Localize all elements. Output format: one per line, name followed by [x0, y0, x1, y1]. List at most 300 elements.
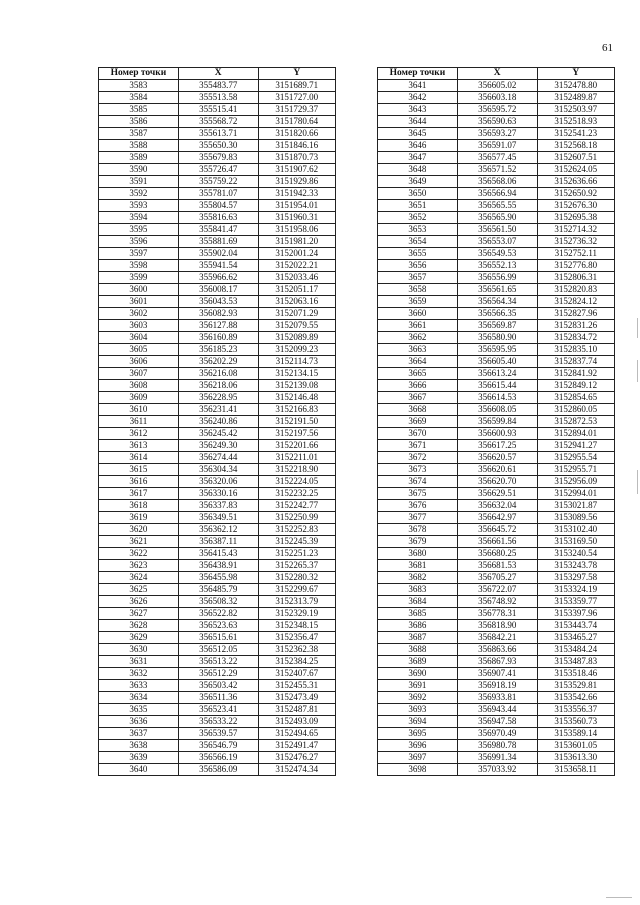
- table-row: [99, 284, 336, 296]
- table-row: [99, 464, 336, 476]
- table-row: [99, 428, 336, 440]
- cell-point-number: 3604: [99, 332, 179, 344]
- table-row: [378, 224, 615, 236]
- table-row: [378, 536, 615, 548]
- cell-point-number: 3641: [378, 80, 458, 92]
- table-row: [378, 608, 615, 620]
- cell-x: 356818.90: [457, 620, 537, 632]
- cell-y: 3153518.46: [537, 668, 614, 680]
- cell-y: 3152607.51: [537, 152, 614, 164]
- cell-y: 3152476.27: [258, 752, 335, 764]
- cell-x: 356947.58: [457, 716, 537, 728]
- table-row: [378, 404, 615, 416]
- cell-point-number: 3655: [378, 248, 458, 260]
- cell-y: 3152407.67: [258, 668, 335, 680]
- cell-point-number: 3669: [378, 416, 458, 428]
- table-row: [99, 620, 336, 632]
- cell-y: 3152280.32: [258, 572, 335, 584]
- cell-y: 3151727.00: [258, 92, 335, 104]
- table-row: [378, 368, 615, 380]
- table-row: [378, 236, 615, 248]
- cell-x: 356512.05: [178, 644, 258, 656]
- cell-x: 356605.40: [457, 356, 537, 368]
- cell-point-number: 3608: [99, 380, 179, 392]
- cell-point-number: 3690: [378, 668, 458, 680]
- cell-x: 356561.50: [457, 224, 537, 236]
- cell-y: 3152201.66: [258, 440, 335, 452]
- table-row: [99, 392, 336, 404]
- cell-y: 3152489.87: [537, 92, 614, 104]
- cell-point-number: 3619: [99, 512, 179, 524]
- cell-point-number: 3659: [378, 296, 458, 308]
- table-row: [99, 644, 336, 656]
- cell-point-number: 3584: [99, 92, 179, 104]
- cell-x: 356330.16: [178, 488, 258, 500]
- cell-y: 3151780.64: [258, 116, 335, 128]
- cell-point-number: 3591: [99, 176, 179, 188]
- cell-point-number: 3682: [378, 572, 458, 584]
- cell-y: 3151689.71: [258, 80, 335, 92]
- table-row: [378, 476, 615, 488]
- cell-y: 3151846.16: [258, 140, 335, 152]
- table-row: [99, 440, 336, 452]
- cell-x: 356617.25: [457, 440, 537, 452]
- cell-y: 3152624.05: [537, 164, 614, 176]
- cell-y: 3152362.38: [258, 644, 335, 656]
- cell-x: 356569.87: [457, 320, 537, 332]
- cell-x: 355513.58: [178, 92, 258, 104]
- cell-point-number: 3624: [99, 572, 179, 584]
- cell-x: 356337.83: [178, 500, 258, 512]
- table-row: [378, 680, 615, 692]
- cell-y: 3152736.32: [537, 236, 614, 248]
- cell-y: 3152033.46: [258, 272, 335, 284]
- cell-point-number: 3647: [378, 152, 458, 164]
- cell-y: 3152211.01: [258, 452, 335, 464]
- cell-point-number: 3683: [378, 584, 458, 596]
- cell-y: 3151960.31: [258, 212, 335, 224]
- table-row: [99, 668, 336, 680]
- cell-y: 3152099.23: [258, 344, 335, 356]
- cell-y: 3152956.09: [537, 476, 614, 488]
- cell-point-number: 3627: [99, 608, 179, 620]
- cell-x: 356580.90: [457, 332, 537, 344]
- cell-x: 355568.72: [178, 116, 258, 128]
- cell-x: 356565.55: [457, 200, 537, 212]
- cell-y: 3152218.90: [258, 464, 335, 476]
- cell-y: 3152503.97: [537, 104, 614, 116]
- cell-y: 3152022.21: [258, 260, 335, 272]
- coordinates-table-right: [377, 67, 615, 776]
- table-row: [378, 176, 615, 188]
- scan-edge-mark: [606, 897, 632, 898]
- table-row: [378, 488, 615, 500]
- cell-y: 3152197.56: [258, 428, 335, 440]
- cell-y: 3153443.74: [537, 620, 614, 632]
- cell-y: 3152834.72: [537, 332, 614, 344]
- cell-y: 3152232.25: [258, 488, 335, 500]
- cell-point-number: 3671: [378, 440, 458, 452]
- cell-y: 3152872.53: [537, 416, 614, 428]
- cell-point-number: 3679: [378, 536, 458, 548]
- table-row: [99, 176, 336, 188]
- cell-point-number: 3616: [99, 476, 179, 488]
- cell-x: 356615.44: [457, 380, 537, 392]
- cell-point-number: 3654: [378, 236, 458, 248]
- table-row: [378, 668, 615, 680]
- cell-x: 356564.34: [457, 296, 537, 308]
- cell-x: 355881.69: [178, 236, 258, 248]
- cell-x: 356632.04: [457, 500, 537, 512]
- cell-y: 3152714.32: [537, 224, 614, 236]
- header-y: Y: [258, 68, 335, 80]
- cell-point-number: 3626: [99, 596, 179, 608]
- cell-y: 3152854.65: [537, 392, 614, 404]
- cell-y: 3152146.48: [258, 392, 335, 404]
- cell-point-number: 3695: [378, 728, 458, 740]
- table-row: [378, 320, 615, 332]
- table-row: [378, 512, 615, 524]
- cell-point-number: 3633: [99, 680, 179, 692]
- cell-y: 3152541.23: [537, 128, 614, 140]
- cell-x: 356642.97: [457, 512, 537, 524]
- cell-point-number: 3628: [99, 620, 179, 632]
- cell-x: 356185.23: [178, 344, 258, 356]
- cell-y: 3153297.58: [537, 572, 614, 584]
- cell-x: 356595.72: [457, 104, 537, 116]
- cell-point-number: 3612: [99, 428, 179, 440]
- cell-x: 356349.51: [178, 512, 258, 524]
- table-row: [378, 752, 615, 764]
- table-row: [99, 308, 336, 320]
- table-row: [99, 584, 336, 596]
- cell-x: 356680.25: [457, 548, 537, 560]
- table-row: [99, 572, 336, 584]
- cell-x: 355759.22: [178, 176, 258, 188]
- cell-x: 356415.43: [178, 548, 258, 560]
- cell-x: 356082.93: [178, 308, 258, 320]
- cell-y: 3152827.96: [537, 308, 614, 320]
- cell-x: 356362.12: [178, 524, 258, 536]
- cell-x: 356566.35: [457, 308, 537, 320]
- table-row: [378, 92, 615, 104]
- cell-x: 356556.99: [457, 272, 537, 284]
- cell-x: 356565.90: [457, 212, 537, 224]
- table-row: [378, 692, 615, 704]
- cell-point-number: 3637: [99, 728, 179, 740]
- cell-point-number: 3657: [378, 272, 458, 284]
- table-row: [99, 560, 336, 572]
- cell-y: 3152487.81: [258, 704, 335, 716]
- table-row: [99, 752, 336, 764]
- cell-point-number: 3678: [378, 524, 458, 536]
- cell-point-number: 3667: [378, 392, 458, 404]
- cell-x: 356722.07: [457, 584, 537, 596]
- cell-y: 3152071.29: [258, 308, 335, 320]
- table-row: [378, 212, 615, 224]
- cell-y: 3151958.06: [258, 224, 335, 236]
- cell-point-number: 3658: [378, 284, 458, 296]
- cell-y: 3151820.66: [258, 128, 335, 140]
- cell-x: 355902.04: [178, 248, 258, 260]
- cell-x: 356320.06: [178, 476, 258, 488]
- cell-x: 356533.22: [178, 716, 258, 728]
- cell-point-number: 3601: [99, 296, 179, 308]
- cell-point-number: 3663: [378, 344, 458, 356]
- table-row: [378, 380, 615, 392]
- cell-point-number: 3618: [99, 500, 179, 512]
- cell-x: 356503.42: [178, 680, 258, 692]
- table-row: [378, 500, 615, 512]
- cell-x: 356438.91: [178, 560, 258, 572]
- table-row: [99, 368, 336, 380]
- table-row: [99, 344, 336, 356]
- cell-x: 356571.52: [457, 164, 537, 176]
- table-row: [378, 140, 615, 152]
- coordinates-table-left: [98, 67, 336, 776]
- cell-x: 356991.34: [457, 752, 537, 764]
- cell-point-number: 3696: [378, 740, 458, 752]
- cell-y: 3152191.50: [258, 416, 335, 428]
- cell-point-number: 3638: [99, 740, 179, 752]
- table-row: [378, 116, 615, 128]
- cell-x: 356970.49: [457, 728, 537, 740]
- table-header-row: [378, 68, 615, 80]
- cell-x: 356620.61: [457, 464, 537, 476]
- cell-x: 356613.24: [457, 368, 537, 380]
- table-row: [99, 200, 336, 212]
- cell-point-number: 3680: [378, 548, 458, 560]
- cell-y: 3152955.54: [537, 452, 614, 464]
- cell-y: 3153658.11: [537, 764, 614, 776]
- cell-point-number: 3643: [378, 104, 458, 116]
- table-row: [99, 548, 336, 560]
- table-row: [99, 152, 336, 164]
- table-row: [99, 716, 336, 728]
- cell-x: 355781.07: [178, 188, 258, 200]
- cell-point-number: 3684: [378, 596, 458, 608]
- cell-y: 3152250.99: [258, 512, 335, 524]
- table-row: [378, 716, 615, 728]
- cell-y: 3153021.87: [537, 500, 614, 512]
- cell-point-number: 3610: [99, 404, 179, 416]
- cell-y: 3152676.30: [537, 200, 614, 212]
- table-row: [99, 212, 336, 224]
- cell-point-number: 3603: [99, 320, 179, 332]
- cell-y: 3153556.37: [537, 704, 614, 716]
- cell-x: 356645.72: [457, 524, 537, 536]
- table-row: [378, 632, 615, 644]
- cell-y: 3151942.33: [258, 188, 335, 200]
- table-row: [378, 128, 615, 140]
- cell-point-number: 3662: [378, 332, 458, 344]
- cell-x: 356566.19: [178, 752, 258, 764]
- cell-x: 356778.31: [457, 608, 537, 620]
- cell-point-number: 3621: [99, 536, 179, 548]
- table-row: [378, 644, 615, 656]
- scan-edge-mark: [637, 360, 638, 382]
- cell-point-number: 3639: [99, 752, 179, 764]
- table-row: [99, 116, 336, 128]
- cell-x: 356614.53: [457, 392, 537, 404]
- cell-point-number: 3676: [378, 500, 458, 512]
- table-row: [99, 128, 336, 140]
- cell-y: 3152955.71: [537, 464, 614, 476]
- header-y: Y: [537, 68, 614, 80]
- cell-y: 3152251.23: [258, 548, 335, 560]
- cell-x: 355804.57: [178, 200, 258, 212]
- cell-x: 356552.13: [457, 260, 537, 272]
- cell-point-number: 3673: [378, 464, 458, 476]
- cell-y: 3152824.12: [537, 296, 614, 308]
- cell-point-number: 3614: [99, 452, 179, 464]
- cell-y: 3152831.26: [537, 320, 614, 332]
- cell-point-number: 3688: [378, 644, 458, 656]
- cell-y: 3153560.73: [537, 716, 614, 728]
- cell-y: 3152494.65: [258, 728, 335, 740]
- cell-y: 3153589.14: [537, 728, 614, 740]
- page-number: 61: [602, 42, 613, 54]
- cell-y: 3152384.25: [258, 656, 335, 668]
- cell-y: 3152994.01: [537, 488, 614, 500]
- table-header-row: [99, 68, 336, 80]
- cell-x: 356523.41: [178, 704, 258, 716]
- cell-x: 356511.36: [178, 692, 258, 704]
- cell-x: 356608.05: [457, 404, 537, 416]
- table-row: [99, 728, 336, 740]
- cell-y: 3152089.89: [258, 332, 335, 344]
- cell-x: 356008.17: [178, 284, 258, 296]
- cell-x: 355515.41: [178, 104, 258, 116]
- cell-point-number: 3607: [99, 368, 179, 380]
- table-row: [378, 764, 615, 776]
- cell-y: 3152849.12: [537, 380, 614, 392]
- cell-point-number: 3602: [99, 308, 179, 320]
- cell-point-number: 3675: [378, 488, 458, 500]
- cell-y: 3152491.47: [258, 740, 335, 752]
- table-row: [99, 272, 336, 284]
- cell-point-number: 3586: [99, 116, 179, 128]
- cell-point-number: 3692: [378, 692, 458, 704]
- table-row: [99, 692, 336, 704]
- table-row: [378, 344, 615, 356]
- table-row: [99, 680, 336, 692]
- cell-point-number: 3651: [378, 200, 458, 212]
- table-row: [99, 404, 336, 416]
- cell-point-number: 3665: [378, 368, 458, 380]
- cell-x: 356274.44: [178, 452, 258, 464]
- cell-y: 3152806.31: [537, 272, 614, 284]
- table-row: [378, 452, 615, 464]
- cell-y: 3151870.73: [258, 152, 335, 164]
- table-row: [378, 248, 615, 260]
- table-row: [99, 236, 336, 248]
- cell-point-number: 3617: [99, 488, 179, 500]
- table-row: [99, 596, 336, 608]
- table-row: [99, 224, 336, 236]
- cell-point-number: 3589: [99, 152, 179, 164]
- cell-point-number: 3694: [378, 716, 458, 728]
- cell-point-number: 3650: [378, 188, 458, 200]
- cell-point-number: 3585: [99, 104, 179, 116]
- cell-point-number: 3660: [378, 308, 458, 320]
- cell-y: 3152695.38: [537, 212, 614, 224]
- table-row: [378, 572, 615, 584]
- cell-x: 356566.94: [457, 188, 537, 200]
- cell-y: 3152776.80: [537, 260, 614, 272]
- table-row: [378, 296, 615, 308]
- cell-point-number: 3615: [99, 464, 179, 476]
- cell-y: 3152134.15: [258, 368, 335, 380]
- cell-x: 356387.11: [178, 536, 258, 548]
- cell-y: 3152114.73: [258, 356, 335, 368]
- cell-y: 3152941.27: [537, 440, 614, 452]
- cell-point-number: 3644: [378, 116, 458, 128]
- cell-x: 356245.42: [178, 428, 258, 440]
- table-row: [99, 380, 336, 392]
- table-row: [99, 188, 336, 200]
- table-row: [99, 704, 336, 716]
- cell-x: 356043.53: [178, 296, 258, 308]
- cell-point-number: 3670: [378, 428, 458, 440]
- cell-x: 356591.07: [457, 140, 537, 152]
- cell-point-number: 3596: [99, 236, 179, 248]
- cell-x: 355941.54: [178, 260, 258, 272]
- cell-x: 356863.66: [457, 644, 537, 656]
- table-row: [99, 488, 336, 500]
- cell-x: 356605.02: [457, 80, 537, 92]
- cell-point-number: 3631: [99, 656, 179, 668]
- cell-y: 3152299.67: [258, 584, 335, 596]
- table-row: [378, 596, 615, 608]
- table-row: [378, 260, 615, 272]
- cell-x: 356127.88: [178, 320, 258, 332]
- cell-x: 356620.70: [457, 476, 537, 488]
- cell-y: 3152493.09: [258, 716, 335, 728]
- cell-x: 356620.57: [457, 452, 537, 464]
- table-row: [99, 332, 336, 344]
- table-row: [99, 296, 336, 308]
- cell-y: 3151729.37: [258, 104, 335, 116]
- table-row: [378, 164, 615, 176]
- cell-y: 3151981.20: [258, 236, 335, 248]
- header-x: X: [457, 68, 537, 80]
- cell-point-number: 3666: [378, 380, 458, 392]
- scan-edge-mark: [637, 470, 638, 494]
- cell-x: 356218.06: [178, 380, 258, 392]
- cell-x: 356513.22: [178, 656, 258, 668]
- cell-point-number: 3693: [378, 704, 458, 716]
- table-row: [378, 272, 615, 284]
- table-row: [378, 560, 615, 572]
- cell-point-number: 3609: [99, 392, 179, 404]
- cell-x: 356980.78: [457, 740, 537, 752]
- cell-point-number: 3642: [378, 92, 458, 104]
- cell-point-number: 3588: [99, 140, 179, 152]
- cell-point-number: 3649: [378, 176, 458, 188]
- cell-point-number: 3681: [378, 560, 458, 572]
- cell-point-number: 3611: [99, 416, 179, 428]
- table-row: [378, 548, 615, 560]
- cell-x: 356515.61: [178, 632, 258, 644]
- header-x: X: [178, 68, 258, 80]
- cell-point-number: 3653: [378, 224, 458, 236]
- cell-y: 3153487.83: [537, 656, 614, 668]
- table-row: [378, 428, 615, 440]
- cell-point-number: 3672: [378, 452, 458, 464]
- cell-y: 3152242.77: [258, 500, 335, 512]
- cell-y: 3151954.01: [258, 200, 335, 212]
